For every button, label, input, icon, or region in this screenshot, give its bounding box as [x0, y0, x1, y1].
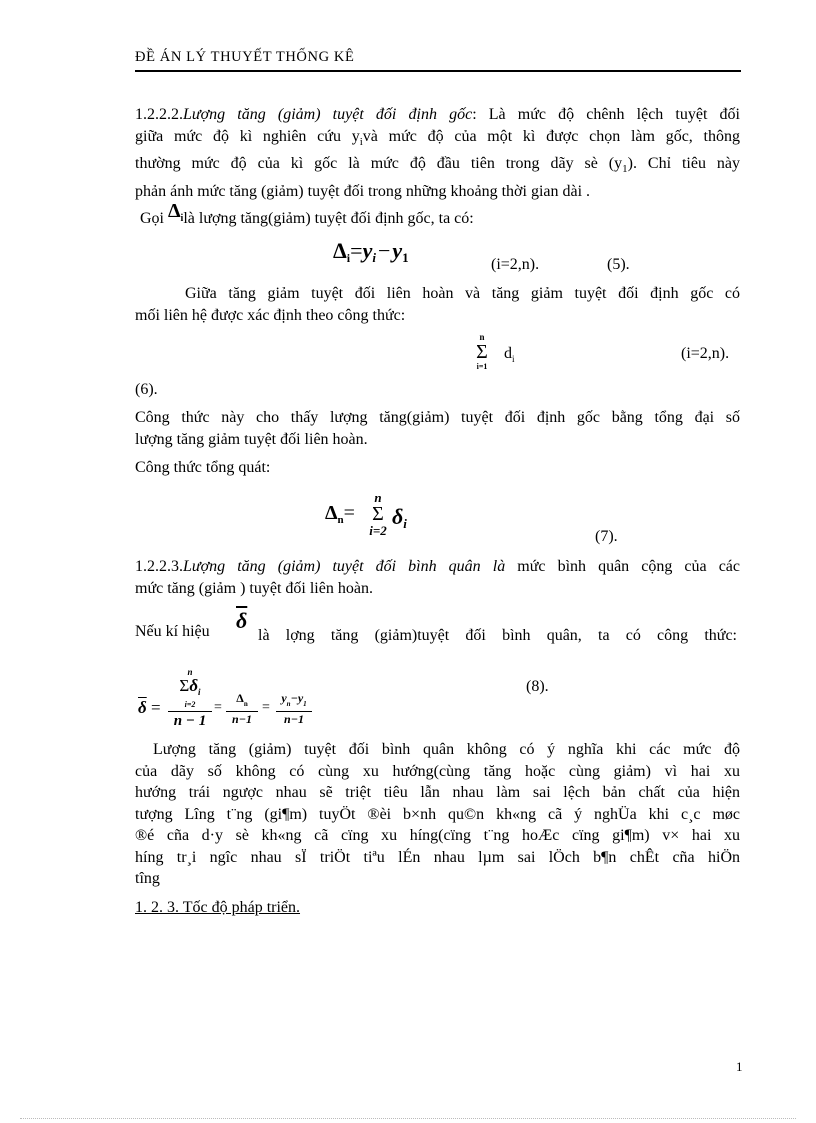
page-number: 1 — [736, 1059, 743, 1074]
formula-6-condition: (i=2,n). — [681, 345, 730, 362]
page-bottom-divider — [20, 1118, 796, 1119]
formula-7-sum: n Σ i=2 — [369, 490, 387, 538]
section-123-heading: 1. 2. 3. Tốc độ pháp triển. — [135, 899, 301, 916]
formula-8-eq-1: = — [214, 700, 222, 715]
formula-shows-paragraph — [135, 407, 740, 450]
formula-shows-line-2: lượng tăng giảm tuyệt đối liên hoàn. — [135, 430, 368, 448]
delta-i-symbol: $\Delta_i$ — [168, 200, 184, 224]
delta-bar-symbol: $\overline{\delta}$ — [236, 608, 248, 633]
formula-8-lhs: $\overline{\delta}$ = — [138, 698, 161, 717]
section-1222-line-2: giữa mức độ kì nghiên cứu $y_ivà$ mức độ của một kì được chọn làm gốc, thông — [135, 127, 740, 148]
section-1222-line-4: phản ánh mức tăng (giảm) tuyệt đối trong những khoảng thời gian dài . — [135, 182, 591, 200]
formula-8-fraction-1: n $\Sigma\delta_i$ i=2 n − 1 — [168, 668, 212, 730]
section-1222-line-3: thường mức độ của kì gốc là mức độ đầu tiên trong dãy sè $(y_1)$. Chỉ tiêu này — [135, 155, 741, 175]
formula-7-term: $\delta_i$ — [392, 504, 407, 531]
section-1223-paragraph — [135, 556, 740, 599]
formula-5: $\Delta_i=y_i-y_1$ — [333, 238, 409, 265]
formula-8-fraction-3: $y_n-y_1$ n−1 — [276, 692, 312, 727]
mean-line-5: ®é cña d·y sè kh«ng cã cïng xu híng(cïng t¨ng hoÆc cïng gi¶m) v× hai xu — [135, 827, 740, 844]
mean-line-7: tîng — [135, 870, 160, 887]
mean-paragraph — [135, 739, 740, 890]
mean-line-1: Lượng tăng (giảm) tuyệt đối bình quân không có ý nghĩa khi các mức độ — [153, 741, 740, 758]
formula-7-lhs: $\Delta_n=$ — [325, 502, 355, 526]
section-1223-line-1: 1.2.2.3.Lượng tăng (giảm) tuyệt đối bình quân là mức bình quân cộng của các — [135, 558, 741, 575]
denote-rest: là lợng tăng (giảm)tuyệt đối bình quân, ta có công thức: — [258, 627, 737, 644]
section-1222-paragraph — [135, 104, 740, 202]
denote-prefix: Nếu kí hiệu — [135, 623, 210, 640]
relation-paragraph — [135, 283, 740, 326]
mean-line-6: híng tr¸i ngîc nhau sÏ triÖt tiªu lÉn nhau lµm sai lÖch b¶n chÊt cña hiÖn — [135, 848, 740, 866]
formula-5-condition: (i=2,n). — [491, 256, 540, 273]
formula-5-number: (5). — [607, 256, 630, 273]
formula-8-number: (8). — [526, 678, 549, 695]
relation-line-1: Giữa tăng giảm tuyệt đối liên hoàn và tăng giảm tuyệt đối định gốc có — [185, 285, 740, 302]
header-rule — [135, 70, 741, 72]
mean-line-3: hướng trái ngược nhau sẽ triệt tiêu lẫn nhau làm sai lệch bản chất của hiện — [135, 784, 740, 801]
mean-line-2: của dãy số không có cùng xu hướng(cùng tăng hoặc cùng giảm) vì hai xu — [135, 762, 740, 780]
formula-6-term: $d_i$ — [504, 345, 515, 364]
formula-7-number: (7). — [595, 528, 618, 545]
formula-8-fraction-2: $\Delta_n$ n−1 — [226, 692, 258, 727]
page-header-title: ĐỀ ÁN LÝ THUYẾT THỐNG KÊ — [135, 49, 355, 65]
mean-line-4: tượng Lîng t¨ng (gi¶m) tuyÖt ®èi b×nh qu©n kh«ng cã ý nghÜa khi c¸c møc — [135, 805, 740, 823]
formula-6-number: (6). — [135, 381, 158, 398]
formula-shows-line-1: Công thức này cho thấy lượng tăng(giảm) tuyệt đối định gốc bằng tổng đại số — [135, 409, 740, 426]
section-1222-line-1: 1.2.2.2.Lượng tăng (giảm) tuyệt đối định gốc: Là mức độ chênh lệch tuyệt đối — [135, 106, 741, 123]
section-1223-line-2: mức tăng (giảm ) tuyệt đối liên hoàn. — [135, 579, 373, 597]
formula-8-eq-2: = — [262, 700, 270, 715]
goi-sentence: Gọi $\Delta_ilà$ lượng tăng(giảm) tuyệt đối định gốc, ta có: — [140, 200, 474, 227]
relation-line-2: mối liên hệ được xác định theo công thức: — [135, 306, 406, 324]
formula-6-sum: n Σ i=1 — [476, 332, 488, 371]
general-formula-label: Công thức tổng quát: — [135, 459, 271, 476]
